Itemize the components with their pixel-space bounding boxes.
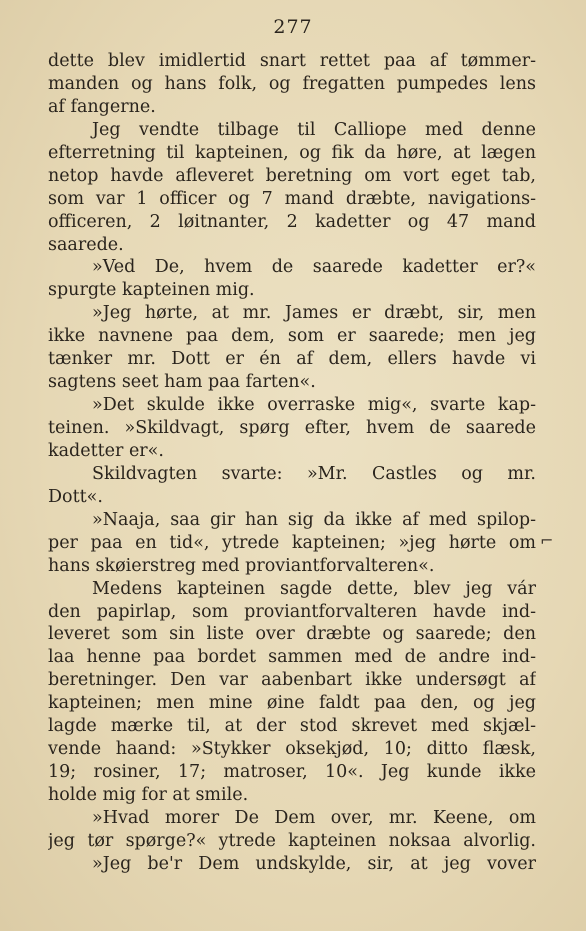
text-line: saarede. <box>48 234 124 255</box>
text-line: netop havde afleveret beretning om vort eget tab, <box>48 165 536 186</box>
text-line: »Hvad morer De Dem over, mr. Keene, om <box>92 807 536 828</box>
text-line: holde mig for at smile. <box>48 785 249 805</box>
text-line: beretninger. Den var aabenbart ikke undersøgt af <box>48 670 536 691</box>
text-line: vende haand: »Stykker oksekjød, 10; ditto flæsk, <box>48 739 536 760</box>
body-text <box>48 50 536 876</box>
text-line: Skildvagten svarte: »Mr. Castles og mr. <box>92 463 536 484</box>
text-line: ikke navnene paa dem, som er saarede; men jeg <box>48 326 536 347</box>
text-line: lagde mærke til, at der stod skrevet med skjæl- <box>48 716 536 737</box>
text-line: »Jeg be'r Dem undskylde, sir, at jeg vover <box>92 853 536 874</box>
text-line: Medens kapteinen sagde dette, blev jeg vár <box>92 578 536 599</box>
text-line: hans skøierstreg med proviantforvalteren«. <box>48 555 435 576</box>
text-line: Dott«. <box>48 486 103 507</box>
text-line: Jeg vendte tilbage til Calliope med denne <box>92 119 536 140</box>
text-line: »Jeg hørte, at mr. James er dræbt, sir, men <box>92 303 536 324</box>
text-line: spurgte kapteinen mig. <box>48 280 255 301</box>
text-line: leveret som sin liste over dræbte og saarede; den <box>48 624 536 645</box>
text-line: efterretning til kapteinen, og fik da høre, at lægen <box>48 142 536 163</box>
text-line: »Naaja, saa gir han sig da ikke af med spilop- <box>92 509 536 530</box>
text-line: af fangerne. <box>48 96 156 117</box>
page-number: 277 <box>273 16 313 38</box>
text-line: kadetter er«. <box>48 440 164 461</box>
text-line: 19; rosiner, 17; matroser, 10«. Jeg kunde ikke <box>48 762 536 783</box>
text-line: officeren, 2 løitnanter, 2 kadetter og 47 mand <box>48 211 536 232</box>
text-line: tænker mr. Dott er én af dem, ellers havde vi <box>48 349 536 370</box>
text-line: »Det skulde ikke overraske mig«, svarte kap- <box>92 395 536 416</box>
text-line: kapteinen; men mine øine faldt paa den, og jeg <box>48 693 536 714</box>
text-line: »Ved De, hvem de saarede kadetter er?« <box>92 257 536 278</box>
text-line: teinen. »Skildvagt, spørg efter, hvem de saarede <box>48 418 536 438</box>
text-line: dette blev imidlertid snart rettet paa af tømmer- <box>48 51 536 71</box>
text-line: den papirlap, som proviantforvalteren havde ind- <box>48 601 536 622</box>
text-line: sagtens seet ham paa farten«. <box>48 372 316 393</box>
text-line: manden og hans folk, og fregatten pumpedes lens <box>48 73 536 94</box>
text-line: som var 1 officer og 7 mand dræbte, navigations- <box>48 188 536 209</box>
margin-mark: ⌐ <box>540 531 554 550</box>
text-line: per paa en tid«, ytrede kapteinen; »jeg hørte om <box>48 532 536 553</box>
text-line: jeg tør spørge?« ytrede kapteinen noksaa alvorlig. <box>48 830 536 851</box>
text-line: laa henne paa bordet sammen med de andre ind- <box>48 647 536 668</box>
